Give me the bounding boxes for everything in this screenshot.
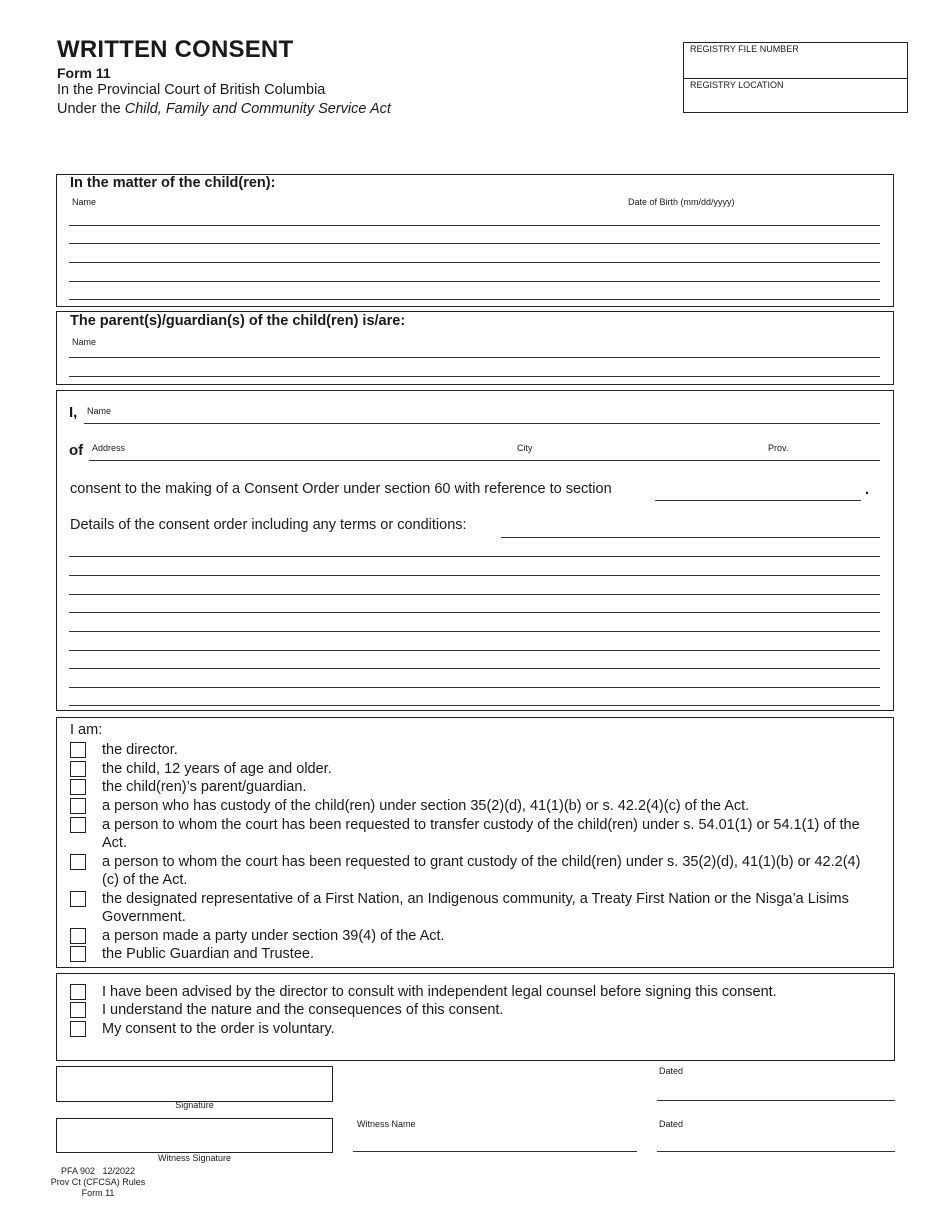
witness-dated-line[interactable] <box>657 1151 895 1152</box>
acknowledgement-label: My consent to the order is voluntary. <box>102 1021 335 1037</box>
consenter-name-line[interactable] <box>84 423 880 424</box>
parent-name-label: Name <box>72 337 97 347</box>
i-am-grant-custody-checkbox[interactable] <box>70 854 86 870</box>
act-prefix: Under the <box>57 101 125 117</box>
child-entry-line-5[interactable] <box>69 299 880 300</box>
child-entry-line-2[interactable] <box>69 243 880 244</box>
details-line-0[interactable] <box>501 537 880 538</box>
i-am-option-label: a person to whom the court has been requested to grant custody of the child(ren) under s. 35(2)(d), 41(1)(b) or 42.2(4)(c) of the Act. <box>102 854 861 888</box>
consent-section <box>56 390 894 711</box>
child-entry-line-1[interactable] <box>69 225 880 226</box>
i-am-custodian-checkbox[interactable] <box>70 798 86 814</box>
i-am-option-label: the child(ren)’s parent/guardian. <box>102 779 307 795</box>
form-number: Form 11 <box>57 65 111 81</box>
registry-file-number-label: REGISTRY FILE NUMBER <box>690 44 799 54</box>
registry-location-field[interactable] <box>684 78 907 113</box>
acknowledgement-label: I have been advised by the director to consult with independent legal counsel before signing this consent. <box>102 984 777 1000</box>
child-dob-label: Date of Birth (mm/dd/yyyy) <box>628 197 735 207</box>
dated-line[interactable] <box>657 1100 895 1101</box>
i-am-option-label: a person who has custody of the child(ren) under section 35(2)(d), 41(1)(b) or s. 42.2(4)(c) of the Act. <box>102 798 750 814</box>
understand-checkbox[interactable] <box>70 1002 86 1018</box>
city-label: City <box>517 443 533 453</box>
consent-statement: consent to the making of a Consent Order under section 60 with reference to section <box>70 481 612 497</box>
i-am-option-label: the Public Guardian and Trustee. <box>102 946 314 962</box>
parent-entry-line-1[interactable] <box>69 357 880 358</box>
footer-form-number: Form 11 <box>81 1188 115 1198</box>
i-am-option-label: the director. <box>102 742 178 758</box>
details-line-9[interactable] <box>69 705 880 706</box>
details-line-8[interactable] <box>69 687 880 688</box>
i-am-transfer-custody-checkbox[interactable] <box>70 817 86 833</box>
i-am-child-checkbox[interactable] <box>70 761 86 777</box>
form-footer <box>44 1166 152 1199</box>
dated-label: Dated <box>659 1066 684 1076</box>
i-am-director-checkbox[interactable] <box>70 742 86 758</box>
i-label: I, <box>69 404 78 421</box>
i-am-party-checkbox[interactable] <box>70 928 86 944</box>
registry-file-number-field[interactable] <box>684 43 907 78</box>
parents-section-title: The parent(s)/guardian(s) of the child(ren) is/are: <box>70 313 406 329</box>
consenter-name-label: Name <box>87 406 112 416</box>
registry-box <box>683 42 908 113</box>
details-line-2[interactable] <box>69 575 880 576</box>
of-label: of <box>69 442 84 459</box>
witness-name-line[interactable] <box>353 1151 637 1152</box>
details-line-1[interactable] <box>69 556 880 557</box>
details-line-3[interactable] <box>69 594 880 595</box>
legal-counsel-checkbox[interactable] <box>70 984 86 1000</box>
prov-label: Prov. <box>768 443 789 453</box>
details-line-5[interactable] <box>69 631 880 632</box>
registry-location-label: REGISTRY LOCATION <box>690 80 784 90</box>
i-am-first-nation-rep-checkbox[interactable] <box>70 891 86 907</box>
address-label: Address <box>92 443 126 453</box>
children-section-title: In the matter of the child(ren): <box>70 175 276 191</box>
child-entry-line-4[interactable] <box>69 281 880 282</box>
witness-signature-box[interactable] <box>56 1118 333 1153</box>
witness-signature-label: Witness Signature <box>157 1153 232 1163</box>
witness-dated-label: Dated <box>659 1119 684 1129</box>
address-line[interactable] <box>89 460 880 461</box>
court-line: In the Provincial Court of British Columbia <box>57 82 326 98</box>
consent-period: . <box>865 481 870 498</box>
children-section <box>56 174 894 307</box>
footer-form-code: PFA 902 12/2022 <box>60 1166 136 1176</box>
form-title: WRITTEN CONSENT <box>57 36 294 63</box>
details-line-6[interactable] <box>69 650 880 651</box>
i-am-label: I am: <box>70 722 103 738</box>
child-name-label: Name <box>72 197 97 207</box>
i-am-option-label: the child, 12 years of age and older. <box>102 761 332 777</box>
i-am-public-guardian-checkbox[interactable] <box>70 946 86 962</box>
i-am-option-label: a person to whom the court has been requested to transfer custody of the child(ren) under s. 54.01(1) or 54.1(1) of the Act. <box>102 817 860 851</box>
signature-label: Signature <box>175 1100 214 1110</box>
i-am-parent-checkbox[interactable] <box>70 779 86 795</box>
act-name: Child, Family and Community Service Act <box>124 101 391 117</box>
footer-rules: Prov Ct (CFCSA) Rules <box>50 1177 146 1187</box>
acknowledgement-label: I understand the nature and the consequences of this consent. <box>102 1002 504 1018</box>
witness-name-label: Witness Name <box>357 1119 416 1129</box>
act-line <box>57 101 391 117</box>
signature-box[interactable] <box>56 1066 333 1102</box>
i-am-option-label: the designated representative of a First Nation, an Indigenous community, a Treaty First Nation or the Nisga’a Lisims Government. <box>102 891 849 925</box>
child-entry-line-3[interactable] <box>69 262 880 263</box>
parent-entry-line-2[interactable] <box>69 376 880 377</box>
details-line-7[interactable] <box>69 668 880 669</box>
details-label: Details of the consent order including any terms or conditions: <box>70 517 467 533</box>
section-reference-line[interactable] <box>655 500 861 501</box>
voluntary-checkbox[interactable] <box>70 1021 86 1037</box>
i-am-option-label: a person made a party under section 39(4) of the Act. <box>102 928 445 944</box>
details-line-4[interactable] <box>69 612 880 613</box>
